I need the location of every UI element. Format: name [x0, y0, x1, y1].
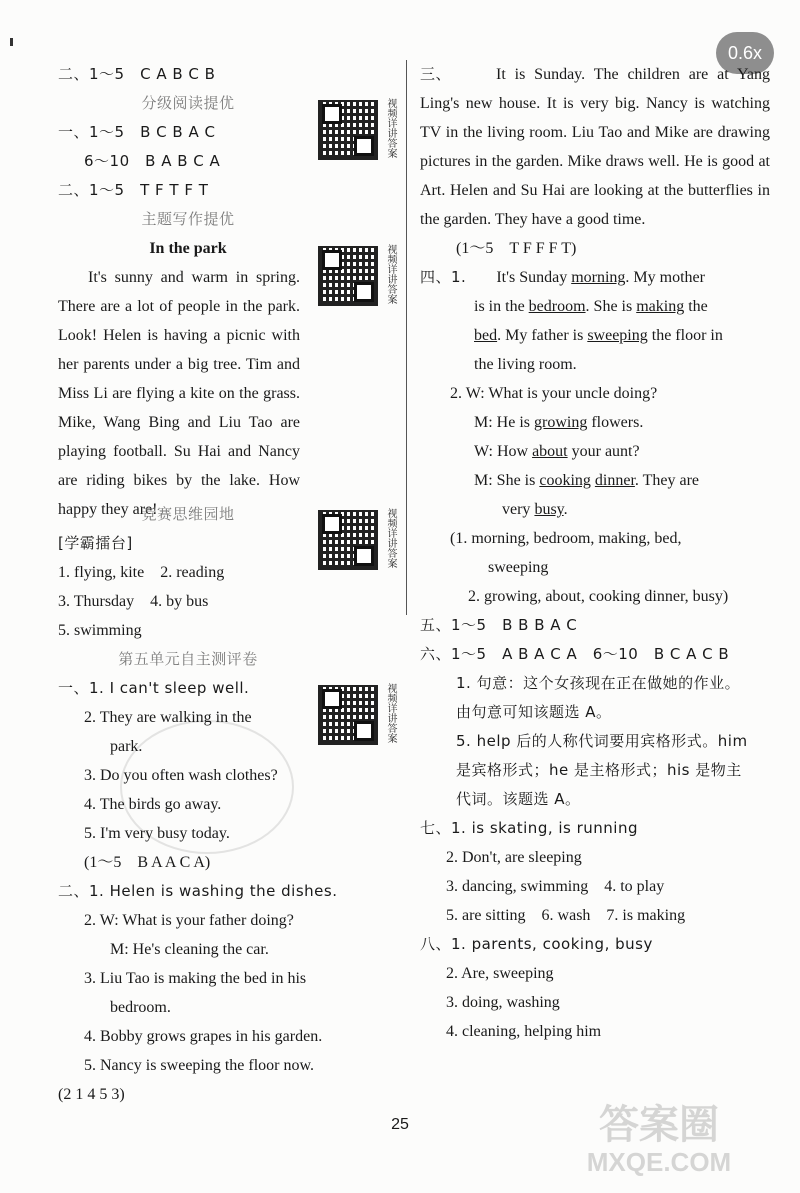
- left-column-lower: [58, 500, 403, 1109]
- answer-line: 3. dancing, swimming 4. to play: [446, 878, 665, 895]
- answer-line: [420, 495, 770, 524]
- answer-line: bedroom.: [110, 999, 171, 1016]
- answer-line: 五、1～5 B B B A C: [420, 616, 578, 634]
- filled-word: about: [532, 443, 568, 460]
- qr-label-3: 视频详讲答案: [385, 508, 396, 568]
- bracket-heading: [学霸擂台]: [58, 534, 133, 552]
- answer-line: 二、1～5 C A B C B: [58, 65, 216, 83]
- text: very: [502, 501, 535, 518]
- passage-body: It is Sunday. The children are at Yang Ling's new house. It is very big. Nancy is watching TV in the living room. Liu Tao and Mike are drawing pictures in the garden. Mike draws well. He is good at Art. Helen and Su Hai are looking at the butterflies in the garden. They have a good time.: [420, 66, 770, 228]
- answer-line: 3. Liu Tao is making the bed in his: [84, 970, 307, 987]
- answer-line: 二、1. Helen is washing the dishes.: [58, 882, 338, 900]
- answer-line: 2. Don't, are sleeping: [446, 849, 582, 866]
- text: your aunt?: [567, 443, 640, 460]
- answer-line: (1～5 B A A C A): [84, 854, 211, 871]
- filled-word: growing: [534, 414, 588, 431]
- answer-line: park.: [110, 738, 143, 755]
- filled-word: making: [636, 298, 685, 315]
- answer-line: 2. W: What is your father doing?: [84, 912, 294, 929]
- answer-line: sweeping: [488, 559, 549, 576]
- watermark-logo: [554, 1103, 764, 1183]
- answer-line: (1～5 T F F F T): [456, 240, 577, 257]
- answer-line: the living room.: [474, 356, 577, 373]
- answer-line: 2. They are walking in the: [84, 709, 252, 726]
- filled-word: busy: [534, 501, 564, 518]
- text: . They are: [634, 472, 700, 489]
- section-heading: 第五单元自主测评卷: [118, 650, 258, 668]
- text: . She is: [585, 298, 637, 315]
- right-column: [420, 60, 770, 1046]
- qr-label-1: 视频详讲答案: [385, 98, 396, 158]
- text: W: How: [474, 443, 533, 460]
- text: . My father is: [497, 327, 588, 344]
- answer-line: 4. The birds go away.: [84, 796, 222, 813]
- answer-line: 5. swimming: [58, 622, 142, 639]
- filled-word: dinner: [594, 472, 635, 489]
- answer-line: 由句意可知该题选 A。: [456, 703, 612, 721]
- text: M: He is: [474, 414, 534, 431]
- answer-line: 2. Are, sweeping: [446, 965, 554, 982]
- answer-line: 3. doing, washing: [446, 994, 560, 1011]
- zoom-level: 0.6x: [727, 43, 763, 63]
- section-heading: 竞赛思维园地: [141, 505, 235, 523]
- margin-mark: [10, 38, 13, 46]
- question-number: 四、1.: [420, 268, 467, 286]
- answer-line: (1. morning, bedroom, making, bed,: [450, 530, 682, 547]
- answer-line: 二、1～5 T F T F T: [58, 181, 209, 199]
- answer-line: [420, 263, 770, 292]
- answer-line: 代词。该题选 A。: [456, 790, 581, 808]
- filled-word: bed: [474, 327, 498, 344]
- answer-line: 八、1. parents, cooking, busy: [420, 935, 653, 953]
- filled-word: morning: [571, 269, 626, 286]
- answer-line: [420, 292, 770, 321]
- answer-line: 六、1～5 A B A C A 6～10 B C A C B: [420, 645, 730, 663]
- essay-title: In the park: [149, 240, 227, 257]
- filled-word: sweeping: [587, 327, 648, 344]
- answer-line: (2 1 4 5 3): [58, 1086, 125, 1103]
- answer-line: 5. help 后的人称代词要用宾格形式。him: [456, 732, 748, 750]
- essay-body: It's sunny and warm in spring. There are a lot of people in the park. Look! Helen is having a picnic with her parents under a big tree. Tim and Miss Li are flying a kite on the grass. Mike, Wang Bing and Liu Tao are playing football. Su Hai and Nancy are riding bikes by the lake. How happy they are!: [58, 269, 300, 518]
- answer-line: [420, 321, 770, 350]
- text: M: She is: [474, 472, 540, 489]
- watermark-main: 答案圈: [599, 1103, 719, 1147]
- answer-line: 6～10 B A B C A: [84, 152, 221, 170]
- answer-line: 2. growing, about, cooking dinner, busy): [468, 588, 729, 605]
- answer-line: [420, 466, 770, 495]
- answer-line: [420, 408, 770, 437]
- answer-line: 4. Bobby grows grapes in his garden.: [84, 1028, 323, 1045]
- essay-text: [58, 263, 300, 524]
- answer-line: 5. I'm very busy today.: [84, 825, 230, 842]
- answer-line: 3. Do you often wash clothes?: [84, 767, 278, 784]
- answer-line: 一、1～5 B C B A C: [58, 123, 216, 141]
- watermark-site: MXQE.COM: [586, 1147, 732, 1177]
- answer-line: 七、1. is skating, is running: [420, 819, 639, 837]
- answer-line: M: He's cleaning the car.: [110, 941, 269, 958]
- answer-line: [420, 437, 770, 466]
- answer-line: 1. flying, kite 2. reading: [58, 564, 225, 581]
- answer-line: 4. cleaning, helping him: [446, 1023, 602, 1040]
- text: It's Sunday: [496, 269, 572, 286]
- qr-label-2: 视频详讲答案: [385, 244, 396, 304]
- text: . My mother: [625, 269, 705, 286]
- text: flowers.: [587, 414, 644, 431]
- text: .: [563, 501, 568, 518]
- section-heading: 分级阅读提优: [141, 94, 235, 112]
- text: the floor in: [647, 327, 723, 344]
- question-number: 三、: [420, 65, 452, 83]
- answer-line: 一、1. I can't sleep well.: [58, 679, 250, 697]
- filled-word: bedroom: [528, 298, 586, 315]
- filled-word: cooking: [539, 472, 591, 489]
- page-number: 25: [391, 1116, 409, 1133]
- left-column: [58, 60, 403, 524]
- answer-line: 是宾格形式；he 是主格形式；his 是物主: [456, 761, 742, 779]
- passage-block: [420, 60, 770, 234]
- text: is in the: [474, 298, 529, 315]
- answer-line: 3. Thursday 4. by bus: [58, 593, 209, 610]
- answer-line: 1. 句意：这个女孩现在正在做她的作业。: [456, 674, 741, 692]
- answer-line: 5. Nancy is sweeping the floor now.: [84, 1057, 315, 1074]
- text: the: [684, 298, 708, 315]
- answer-line: 2. W: What is your uncle doing?: [450, 385, 658, 402]
- qr-label-4: 视频详讲答案: [385, 683, 396, 743]
- answer-line: 5. are sitting 6. wash 7. is making: [446, 907, 686, 924]
- section-heading: 主题写作提优: [141, 210, 235, 228]
